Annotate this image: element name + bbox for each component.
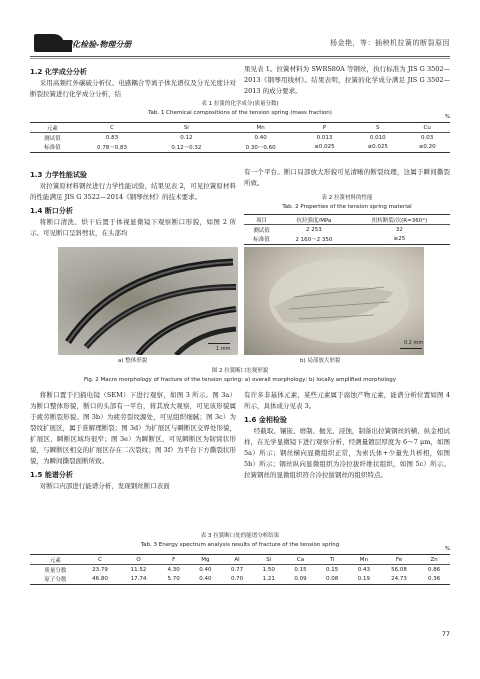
table-3-header-cell: Al [234,556,240,563]
table-3-grid [30,554,450,585]
table-2-cell: 2 253 [306,226,322,233]
table-2-cell: 2 160～2 350 [295,237,333,244]
table-2-grid [244,214,450,245]
table-3-cell: 1.21 [262,576,275,583]
section-heading-1-3: 1.3 力学性能试验 [30,171,87,179]
scale-bar-a [208,343,230,344]
table-3-header-cell: C [98,556,102,563]
table-3-cell: 0.15 [294,566,307,573]
table-3-cell: 0.08 [326,576,339,583]
journal-logo [30,32,148,54]
table-2-cell: 标准值 [253,237,270,244]
table-1-row [30,143,450,153]
journal-logo-text: 理化检验-物理分册 [64,40,132,49]
table-1-cell: 0.12～0.32 [171,145,202,152]
table-3 [30,532,450,585]
table-3-header-cell: Mg [201,556,210,563]
table-1-grid [30,122,450,153]
table-2-row [244,225,450,235]
page-number: 77 [441,630,450,638]
left-column-top [30,64,236,100]
table-3-cell: 原子分数 [44,577,67,584]
section-heading-1-4: 1.4 断口分析 [30,207,73,215]
table-3-header-cell: Zn [430,556,438,563]
section-text-1-4-para2: 将断口置于扫描电镜（SEM）下进行观察，如图 3 所示。图 3a）为断口整体形貌，断口的头部有一平台，将其放大观察，可见该形貌属于疲劳断裂形貌。图 3b）为疲劳裂纹源处，可见组织细腻；图 3c）为裂纹扩展区，属于准解理断裂；图 3d）为扩展区与瞬断区交界处形貌，扩展区、瞬断区域均很窄；图 3e）为瞬断区，可见瞬断区为韧窝状形貌，与瞬断区相交的扩展区存在二次裂纹；图 3f）为平台下方撕裂状形貌，为瞬间撕裂面断所致。 [30,391,236,465]
table-2-cell: ≥25 [393,236,406,243]
left-column-bottom [30,390,236,492]
figure-2a-photo [58,247,238,355]
table-1-cell: 0.12 [180,134,193,141]
table-1-header-cell: C [110,124,114,131]
table-3-caption-cn: 表 3 拉簧断口处的能谱分析结果 [200,533,280,539]
table-1-unit: % [444,114,450,120]
table-3-header-cell: F [172,556,176,563]
table-3-unit: % [444,546,450,552]
table-1-cell: ≤0.20 [418,144,436,151]
section-text-1-4: 将断口清洗、烘干后置于体视显微镜下观察断口形貌，如图 2 所示。可见断口呈斜劈状，在头部均 [30,218,236,237]
table-3-cell: 0.40 [199,576,212,583]
header-rule-thin [30,58,450,59]
table-3-cell: 23.79 [92,566,108,573]
section-heading-1-2: 1.2 化学成分分析 [30,68,87,76]
table-3-cell: 0.36 [428,576,441,583]
figure-2b-photo [244,247,424,355]
table-2 [244,194,450,245]
table-3-cell: 质量分数 [44,567,67,574]
table-2-header-cell: 项目 [255,217,267,224]
table-3-cell: 0.19 [357,576,370,583]
spring-fracture-image [58,247,238,355]
table-3-cell: 0.09 [294,576,307,583]
table-3-cell: 0.70 [230,576,244,583]
section-text-1-6: 经截取、镶嵌、磨制、抛光、浸蚀，制备出拉簧钢丝的横、纵金相试样，在光学显微镜下进行观察分析，经测量镀层厚度为 6～7 μm，如图 5a）所示；钢丝横向显微组织正常，为索氏体+少量先共析相，如图 5b）所示；钢丝纵向显微组织为冷拉拔纤维状组织，如图 5c）所示。拉簧钢丝的显微组织符合冷拉拔钢丝的组织特点。 [244,427,450,479]
table-1-header-cell: Cu [423,124,431,131]
section-text-1-2-cont: 果见表 1。拉簧材料为 SWRS80A 等钢丝，执行标准为 JIS G 3502—2013《钢琴用线材》。结果表明，拉簧的化学成分满足 JIS G 3502—2013 的成分要求。 [244,65,450,95]
figure-2b-label: b) 局部放大形貌 [300,358,341,364]
header-rule [30,56,450,57]
figure-2-caption [30,367,450,385]
table-2-caption-en: Tab. 2 Properties of the tension spring material [282,204,412,210]
table-1-header-cell: S [375,124,380,131]
section-heading-1-6: 1.6 金相检验 [244,416,287,424]
table-3-cell: 17.74 [130,576,147,583]
table-3-header-cell: O [136,556,141,563]
table-1-header-cell: P [322,124,327,131]
right-column-top [244,64,450,97]
table-3-cell: 11.52 [130,566,147,573]
table-1-caption-cn: 表 1 拉簧的化学成分(质量分数) [201,101,279,107]
table-1-cell: 测试值 [44,135,61,142]
table-2-row [244,235,450,245]
section-heading-1-5: 1.5 能谱分析 [30,471,73,479]
table-2-cell: 32 [395,226,403,233]
table-1-cell: ≤0.025 [314,144,335,151]
table-1-cell: 0.03 [421,134,434,141]
table-1-header-cell: Si [183,124,189,131]
section-text-1-5: 对断口内部进行能谱分析，发现钢丝断口表面 [39,482,170,490]
fracture-closeup-image [244,247,424,355]
table-3-header-cell: Ti [329,556,335,563]
table-3-header-cell: 元素 [49,557,61,564]
table-3-header-cell: Mn [359,556,368,563]
table-3-cell: 24.73 [391,576,407,583]
figure-2a-label: a) 整体形貌 [118,358,148,364]
table-3-row [30,575,450,585]
table-3-cell: 0.40 [199,566,212,573]
table-1-header-cell: Mn [256,124,265,131]
table-3-cell: 46.80 [92,576,108,583]
table-1-cell: 0.010 [369,134,386,141]
scale-label-b: 0.2 mm [404,340,424,346]
section-text-1-4-cont: 有一个平台。断口局部放大形貌可见清晰的断裂纹理，这属于瞬间撕裂所致。 [244,168,450,187]
table-1-row [30,133,450,143]
table-2-caption-cn: 表 2 拉簧材料的性能 [321,195,373,201]
right-column-mid [244,167,450,189]
table-1-cell: 0.78～0.83 [97,145,127,152]
figure-2-caption-cn: 图 2 拉簧断口宏观形貌 [211,368,269,374]
table-3-cell: 4.30 [167,566,180,573]
right-column-bottom [244,390,450,481]
table-3-header-cell: Fe [395,556,403,563]
table-1-cell: 0.30～0.60 [245,145,276,152]
running-title: 杨金艳，等：插秧机拉簧的断裂原因 [330,39,450,47]
table-1-cell: 0.013 [316,134,333,141]
table-2-header-cell: 抗拉强度/MPa [296,217,332,224]
scale-label-a: 1 mm [216,346,231,352]
table-3-cell: 5.70 [167,576,180,583]
table-3-cell: 0.86 [428,566,441,573]
table-3-cell: 0.43 [357,566,370,573]
table-1-caption-en: Tab. 1 Chemical compositions of the tension spring (mass fraction) [148,110,332,116]
table-1 [30,100,450,153]
table-3-header-cell: Si [266,556,272,563]
section-text-1-2: 采用高频红外碳硫分析仪、电感耦合等离子体光谱仪及分光光度计对断裂拉簧进行化学成分分析，结 [30,79,236,98]
table-1-cell: 标准值 [44,145,61,152]
table-3-cell: 56.08 [391,566,407,573]
table-3-caption-en: Tab. 3 Energy spectrum analysis results of fracture of the tension spring [140,542,340,548]
table-3-header-cell: Ca [296,556,305,563]
table-3-row [30,565,450,575]
section-text-1-3: 对拉簧原材料钢丝进行力学性能试验，结果见表 2，可见拉簧原材料的性能满足 JIS G 3522—2014《钢琴丝材》的技术要求。 [30,182,236,201]
table-2-header-cell: 扭转断裂/次(R=360°) [371,217,428,224]
left-column-mid [30,167,236,239]
table-3-cell: 1.50 [262,566,275,573]
table-3-cell: 0.15 [326,566,339,573]
table-1-cell: 0.40 [254,134,267,141]
table-1-header-cell: 元素 [46,125,58,132]
table-1-cell: 0.83 [105,134,119,141]
table-1-cell: ≤0.025 [367,144,388,151]
section-text-1-5-cont: 有许多非基体元素，某些元素属于腐蚀产物元素，能谱分析位置如图 4 所示，具体成分见表 3。 [244,391,450,410]
table-3-cell: 0.77 [230,566,244,573]
scale-bar-b [400,348,422,349]
table-2-cell: 测试值 [253,227,270,234]
figure-2-caption-en: Fig. 2 Macro morphology of fracture of the tension spring: a) overall morphology; b) locally amplified morphology [83,377,397,383]
